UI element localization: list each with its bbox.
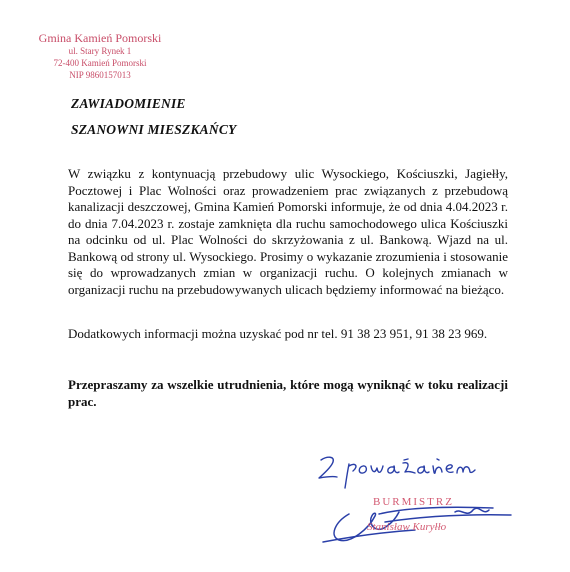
apology-text: Przepraszamy za wszelkie utrudnienia, które mogą wyniknąć w toku realizacji prac. — [68, 377, 508, 409]
stamp-nip: NIP 9860157013 — [69, 70, 131, 80]
stamp-address-line2: 72-400 Kamień Pomorski — [53, 58, 147, 68]
notice-paragraph: W związku z kontynuacją przebudowy ulic Wysockiego, Kościuszki, Jagiełły, Pocztowej i Plac Wolności oraz prowadzeniem prac związanych z przebudową kanalizacji deszczowej, Gmina Kamień Pomorski informuje, że od dnia 4.04.2023 r. do dnia 7.04.2023 r. zostaje zamknięta dla ruchu samochodowego ulica Kościuszki na odcinku od ul. Plac Wolności do skrzyżowania z ul. Bankową. Wjazd na ul. Bankową od strony ul. Wysockiego. Prosimy o wykazanie zrozumienia i stosowanie się do wprowadzanych zmian w organizacji ruchu. O kolejnych zmianach w organizacji ruchu na przebudowywanych ulicach będziemy informować na bieżąco. — [68, 166, 508, 297]
stamp-address-line1: ul. Stary Rynek 1 — [68, 46, 132, 56]
stamp-title: Gmina Kamień Pomorski — [38, 31, 162, 45]
signature-title: BURMISTRZ — [373, 496, 454, 508]
notice-salutation: SZANOWNI MIESZKAŃCY — [71, 122, 237, 137]
signature-name: Stanisław Kuryłło — [367, 521, 447, 533]
notice-heading: ZAWIADOMIENIE — [71, 96, 186, 111]
contact-info: Dodatkowych informacji można uzyskać pod nr tel. 91 38 23 951, 91 38 23 969. — [68, 326, 488, 341]
municipality-stamp — [30, 32, 170, 81]
signature-block — [315, 452, 545, 562]
